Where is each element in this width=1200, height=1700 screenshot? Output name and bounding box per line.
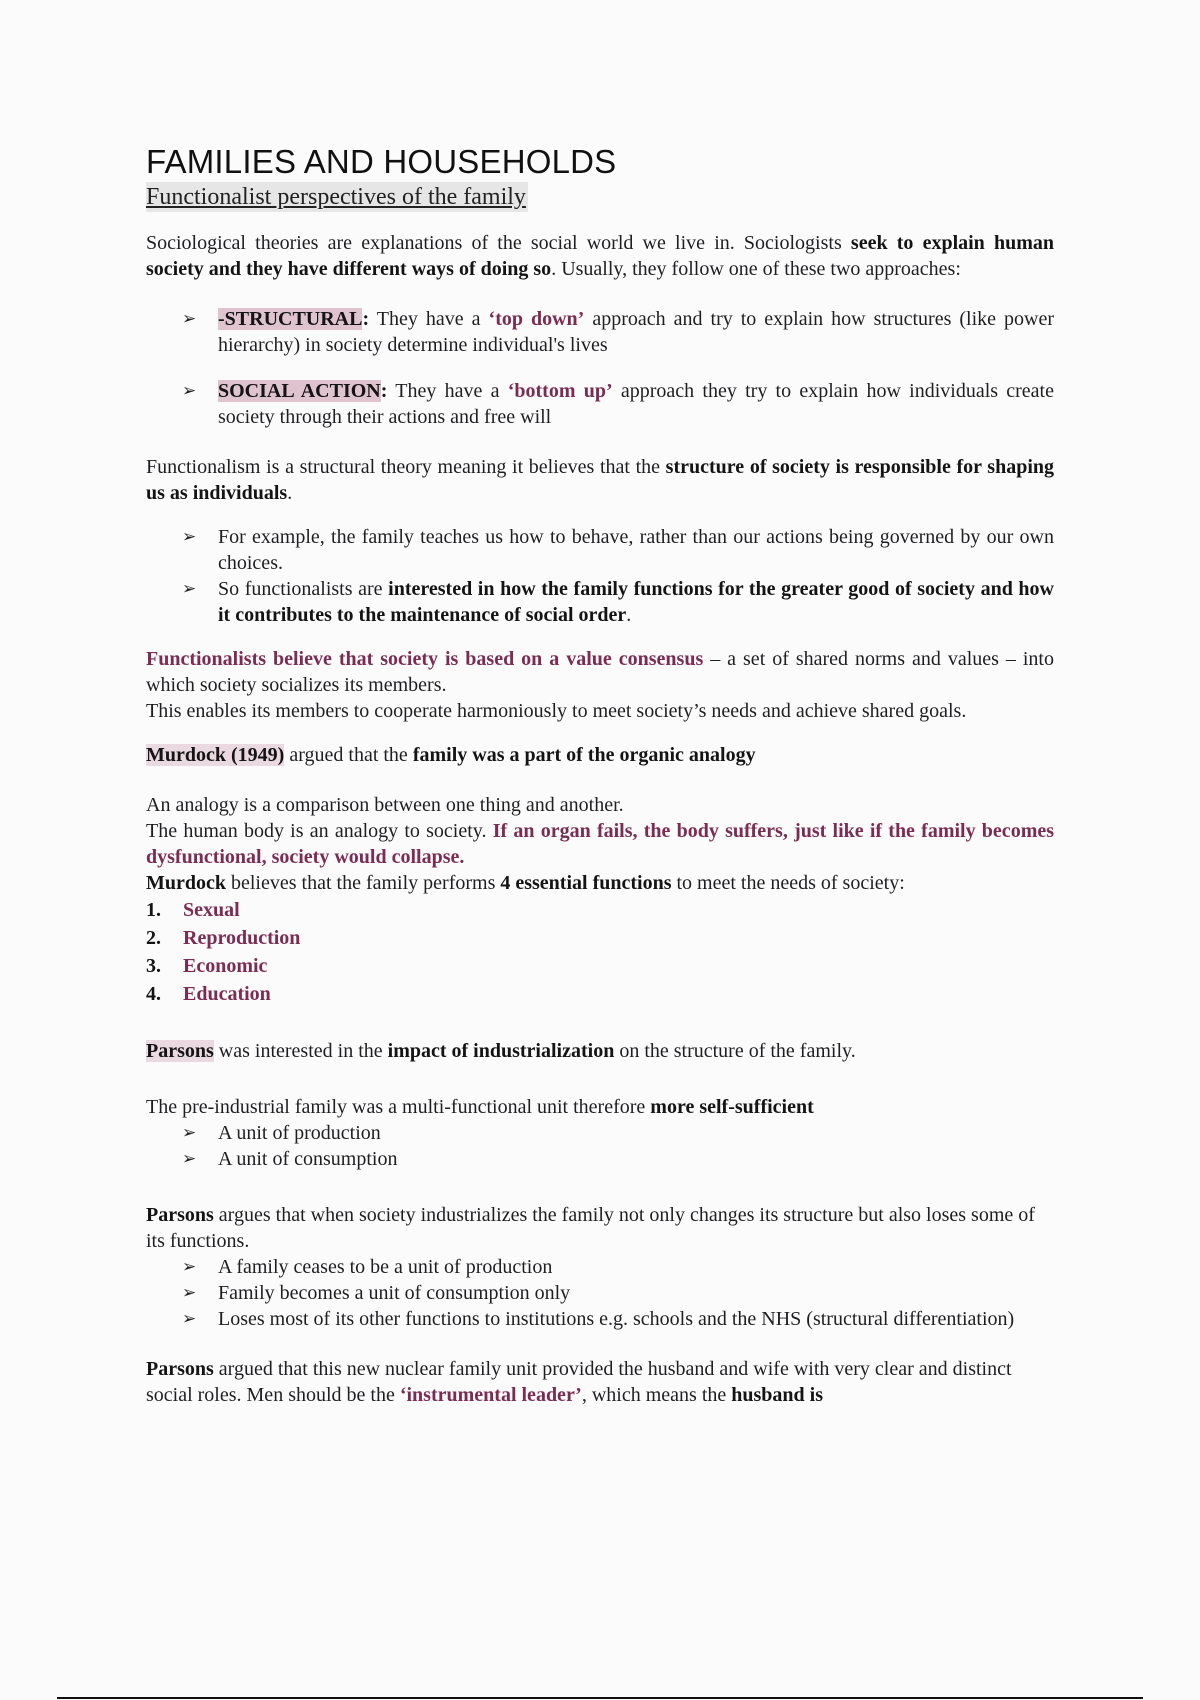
- parsons-paragraph-1: Parsons was interested in the impact of industrialization on the structure of the family.: [146, 1040, 856, 1062]
- arrow-bullet-icon: ➢: [182, 579, 197, 599]
- arrow-bullet-icon: ➢: [182, 381, 197, 401]
- arrow-bullet-icon: ➢: [182, 1309, 197, 1329]
- arrow-bullet-icon: ➢: [182, 309, 197, 329]
- list-item: 4. Education: [146, 983, 271, 1005]
- page-title: FAMILIES AND HOUSEHOLDS: [146, 143, 617, 180]
- functions-list: [146, 896, 1054, 1008]
- preindustrial-list: [146, 1120, 1054, 1172]
- section-subtitle: Functionalist perspectives of the family: [146, 184, 526, 210]
- arrow-bullet-icon: ➢: [182, 1257, 197, 1277]
- arrow-bullet-icon: ➢: [182, 1149, 197, 1169]
- list-item: ➢ A unit of consumption: [182, 1148, 398, 1170]
- list-item: ➢ A unit of production: [182, 1122, 381, 1144]
- murdock-paragraph: Murdock (1949) argued that the family was a part of the organic analogy: [146, 744, 756, 766]
- list-item: 3. Economic: [146, 955, 268, 977]
- list-item: ➢ SOCIAL ACTION: They have a ‘bottom up’ approach they try to explain how individuals create society through their actions and free will: [182, 380, 1054, 428]
- document-content: [146, 142, 1054, 1408]
- analogy-line-3: Murdock believes that the family performs 4 essential functions to meet the needs of society:: [146, 872, 905, 894]
- parsons-list: [146, 1254, 1054, 1332]
- footer-divider: [57, 1697, 1143, 1699]
- arrow-bullet-icon: ➢: [182, 1283, 197, 1303]
- arrow-bullet-icon: ➢: [182, 527, 197, 547]
- arrow-bullet-icon: ➢: [182, 1123, 197, 1143]
- list-item: 2. Reproduction: [146, 927, 301, 949]
- analogy-line-1: An analogy is a comparison between one thing and another.: [146, 794, 624, 816]
- intro-paragraph: Sociological theories are explanations of the social world we live in. Sociologists seek to explain human society and they have different ways of doing so. Usually, they follow one of these two approaches:: [146, 232, 1055, 280]
- approaches-list: [146, 306, 1054, 430]
- preindustrial-paragraph: The pre-industrial family was a multi-functional unit therefore more self-sufficient: [146, 1096, 814, 1118]
- list-item: 1. Sexual: [146, 899, 240, 921]
- consensus-paragraph-2: This enables its members to cooperate harmoniously to meet society’s needs and achieve shared goals.: [146, 700, 967, 722]
- list-item: ➢ Family becomes a unit of consumption only: [182, 1282, 571, 1304]
- examples-list: [146, 524, 1054, 628]
- list-item: ➢ For example, the family teaches us how to behave, rather than our actions being governed by our own choices.: [182, 526, 1054, 574]
- list-item: ➢ -STRUCTURAL: They have a ‘top down’ approach and try to explain how structures (like power hierarchy) in society determine individual's lives: [182, 308, 1054, 356]
- list-item: ➢ A family ceases to be a unit of production: [182, 1256, 553, 1278]
- consensus-paragraph: Functionalists believe that society is based on a value consensus – a set of shared norms and values – into which society socializes its members.: [146, 648, 1054, 696]
- analogy-line-2: The human body is an analogy to society. If an organ fails, the body suffers, just like if the family becomes dysfunctional, society would collapse.: [146, 820, 1055, 868]
- list-item: ➢ So functionalists are interested in how the family functions for the greater good of society and how it contributes to the maintenance of social order.: [182, 578, 1054, 626]
- parsons-paragraph-3: Parsons argued that this new nuclear family unit provided the husband and wife with very clear and distinct social roles. Men should be the ‘instrumental leader’, which means the husband is: [146, 1358, 1012, 1406]
- list-item: ➢ Loses most of its other functions to institutions e.g. schools and the NHS (structural differentiation): [182, 1308, 1015, 1330]
- functionalism-paragraph: Functionalism is a structural theory meaning it believes that the structure of society is responsible for shaping us as individuals.: [146, 456, 1054, 504]
- parsons-paragraph-2: Parsons argues that when society industrializes the family not only changes its structure but also loses some of its functions.: [146, 1204, 1035, 1252]
